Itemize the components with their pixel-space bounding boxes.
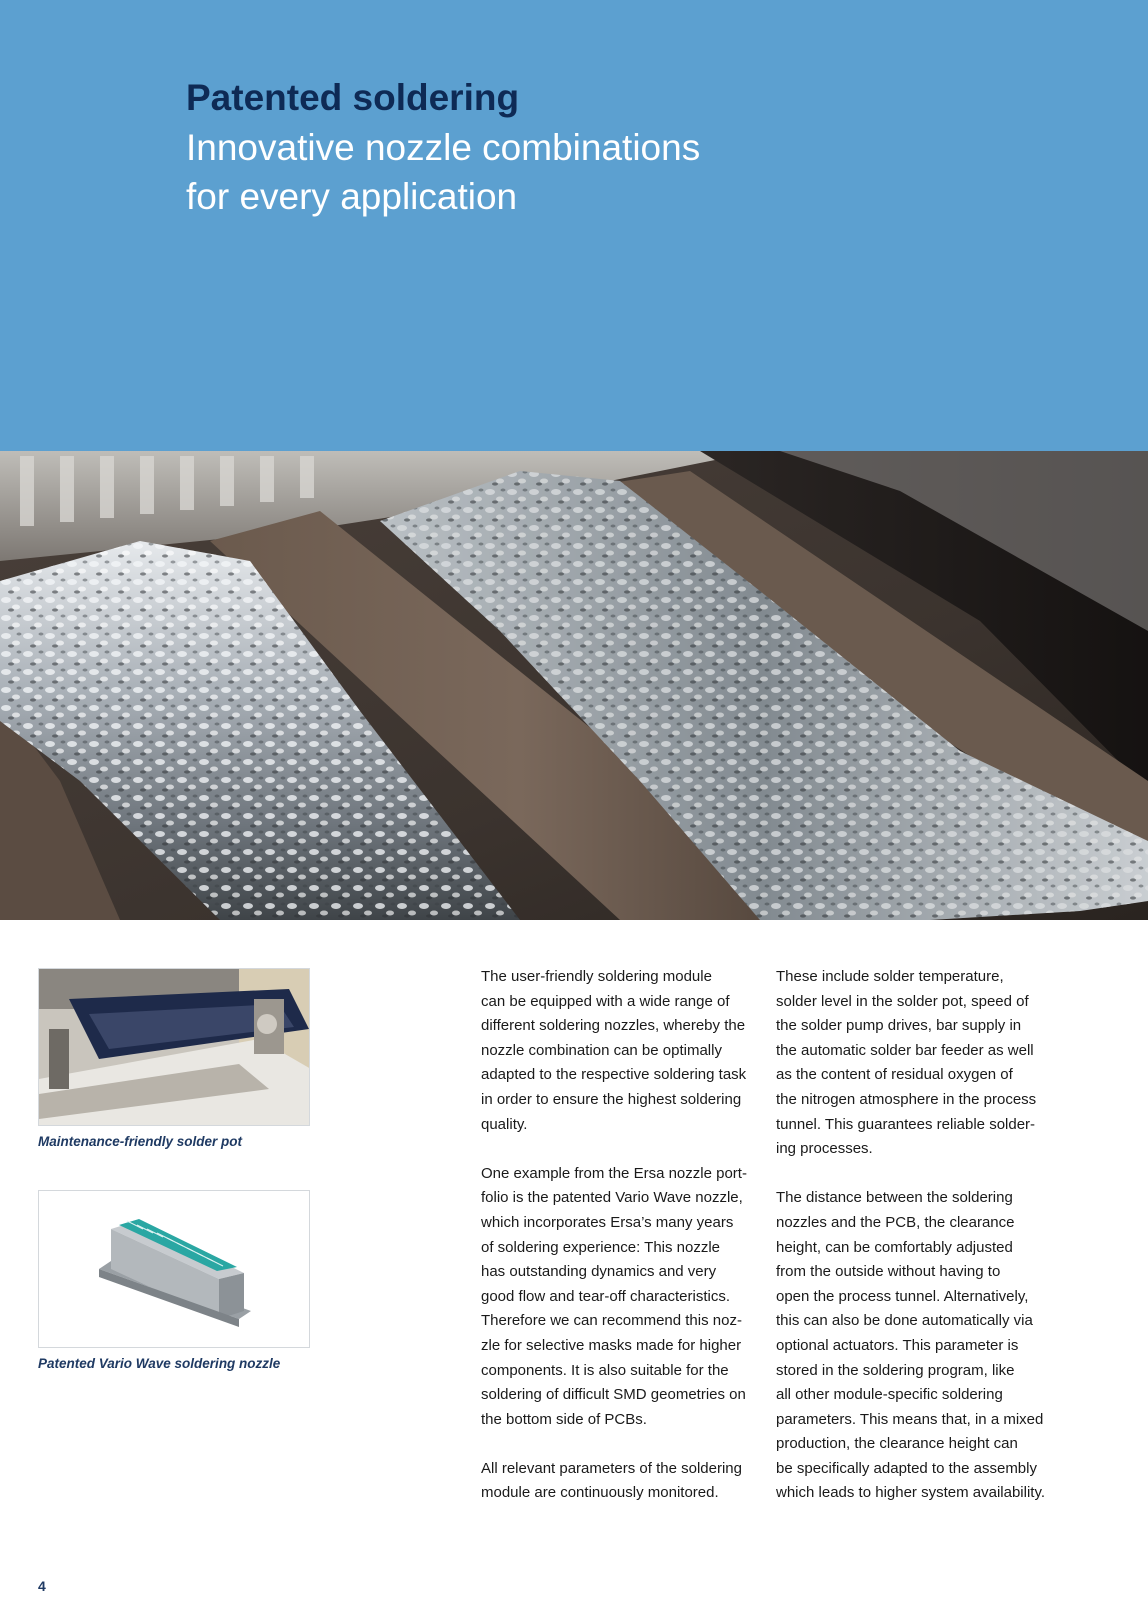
- body-line: height, can be comfortably adjusted: [776, 1238, 1013, 1256]
- body-line: module are continuously monitored.: [481, 1484, 719, 1502]
- paragraph-gap: [481, 1432, 766, 1457]
- header-band: [0, 0, 1148, 451]
- body-line: zle for selective masks made for higher: [481, 1336, 742, 1354]
- body-line: stored in the soldering program, like: [776, 1361, 1015, 1379]
- body-line: this can also be done automatically via: [776, 1312, 1033, 1330]
- vario-wave-nozzle-render: [38, 1190, 310, 1348]
- solder-pot-photo: [38, 968, 310, 1126]
- body-line: can be equipped with a wide range of: [481, 992, 730, 1010]
- body-line: soldering of difficult SMD geometries on: [481, 1386, 746, 1404]
- subtitle-line: for every application: [186, 176, 518, 217]
- paragraph-gap: [776, 1162, 1061, 1187]
- body-line: which leads to higher system availability.: [776, 1484, 1046, 1502]
- body-line: folio is the patented Vario Wave nozzle,: [481, 1189, 743, 1207]
- hero-solder-wave-photo: [0, 451, 1148, 920]
- body-line: from the outside without having to: [776, 1263, 1001, 1281]
- body-line: production, the clearance height can: [776, 1435, 1018, 1453]
- body-line: The distance between the soldering: [776, 1189, 1013, 1207]
- body-line: in order to ensure the highest soldering: [481, 1090, 742, 1108]
- body-column-1: [481, 965, 766, 1506]
- body-line: components. It is also suitable for the: [481, 1361, 729, 1379]
- body-line: The user-friendly soldering module: [481, 968, 712, 985]
- body-line: All relevant parameters of the soldering: [481, 1459, 742, 1477]
- body-line: nozzle combination can be optimally: [481, 1041, 722, 1059]
- page-title: Patented soldering: [186, 77, 520, 118]
- figure-caption: Maintenance-friendly solder pot: [38, 1134, 243, 1149]
- paragraph-gap: [481, 1137, 766, 1162]
- body-line: solder level in the solder pot, speed of: [776, 992, 1029, 1010]
- body-line: One example from the Ersa nozzle port-: [481, 1164, 747, 1182]
- body-line: nozzles and the PCB, the clearance: [776, 1213, 1015, 1231]
- body-column-2: [776, 965, 1061, 1506]
- body-line: adapted to the respective soldering task: [481, 1066, 747, 1084]
- figure-caption: Patented Vario Wave soldering nozzle: [38, 1356, 281, 1371]
- body-line: These include solder temperature,: [776, 968, 1004, 985]
- body-line: the automatic solder bar feeder as well: [776, 1041, 1034, 1059]
- body-line: has outstanding dynamics and very: [481, 1263, 717, 1281]
- body-line: quality.: [481, 1115, 528, 1133]
- subtitle-line: Innovative nozzle combinations: [186, 127, 701, 168]
- body-line: the solder pump drives, bar supply in: [776, 1017, 1022, 1035]
- body-line: tunnel. This guarantees reliable solder-: [776, 1115, 1036, 1133]
- body-line: the bottom side of PCBs.: [481, 1410, 647, 1428]
- body-line: be specifically adapted to the assembly: [776, 1459, 1037, 1477]
- page-subtitle: [186, 123, 700, 221]
- body-line: which incorporates Ersa’s many years: [481, 1213, 734, 1231]
- body-line: optional actuators. This parameter is: [776, 1336, 1019, 1354]
- page-number: 4: [38, 1578, 46, 1594]
- body-line: the nitrogen atmosphere in the process: [776, 1090, 1037, 1108]
- body-line: parameters. This means that, in a mixed: [776, 1410, 1044, 1428]
- body-line: of soldering experience: This nozzle: [481, 1238, 721, 1256]
- body-line: open the process tunnel. Alternatively,: [776, 1287, 1029, 1305]
- body-line: Therefore we can recommend this noz-: [481, 1312, 742, 1330]
- body-line: all other module-specific soldering: [776, 1386, 1003, 1404]
- body-line: different soldering nozzles, whereby the: [481, 1017, 746, 1035]
- body-line: ing processes.: [776, 1140, 873, 1158]
- body-line: good flow and tear-off characteristics.: [481, 1287, 731, 1305]
- body-line: as the content of residual oxygen of: [776, 1066, 1013, 1084]
